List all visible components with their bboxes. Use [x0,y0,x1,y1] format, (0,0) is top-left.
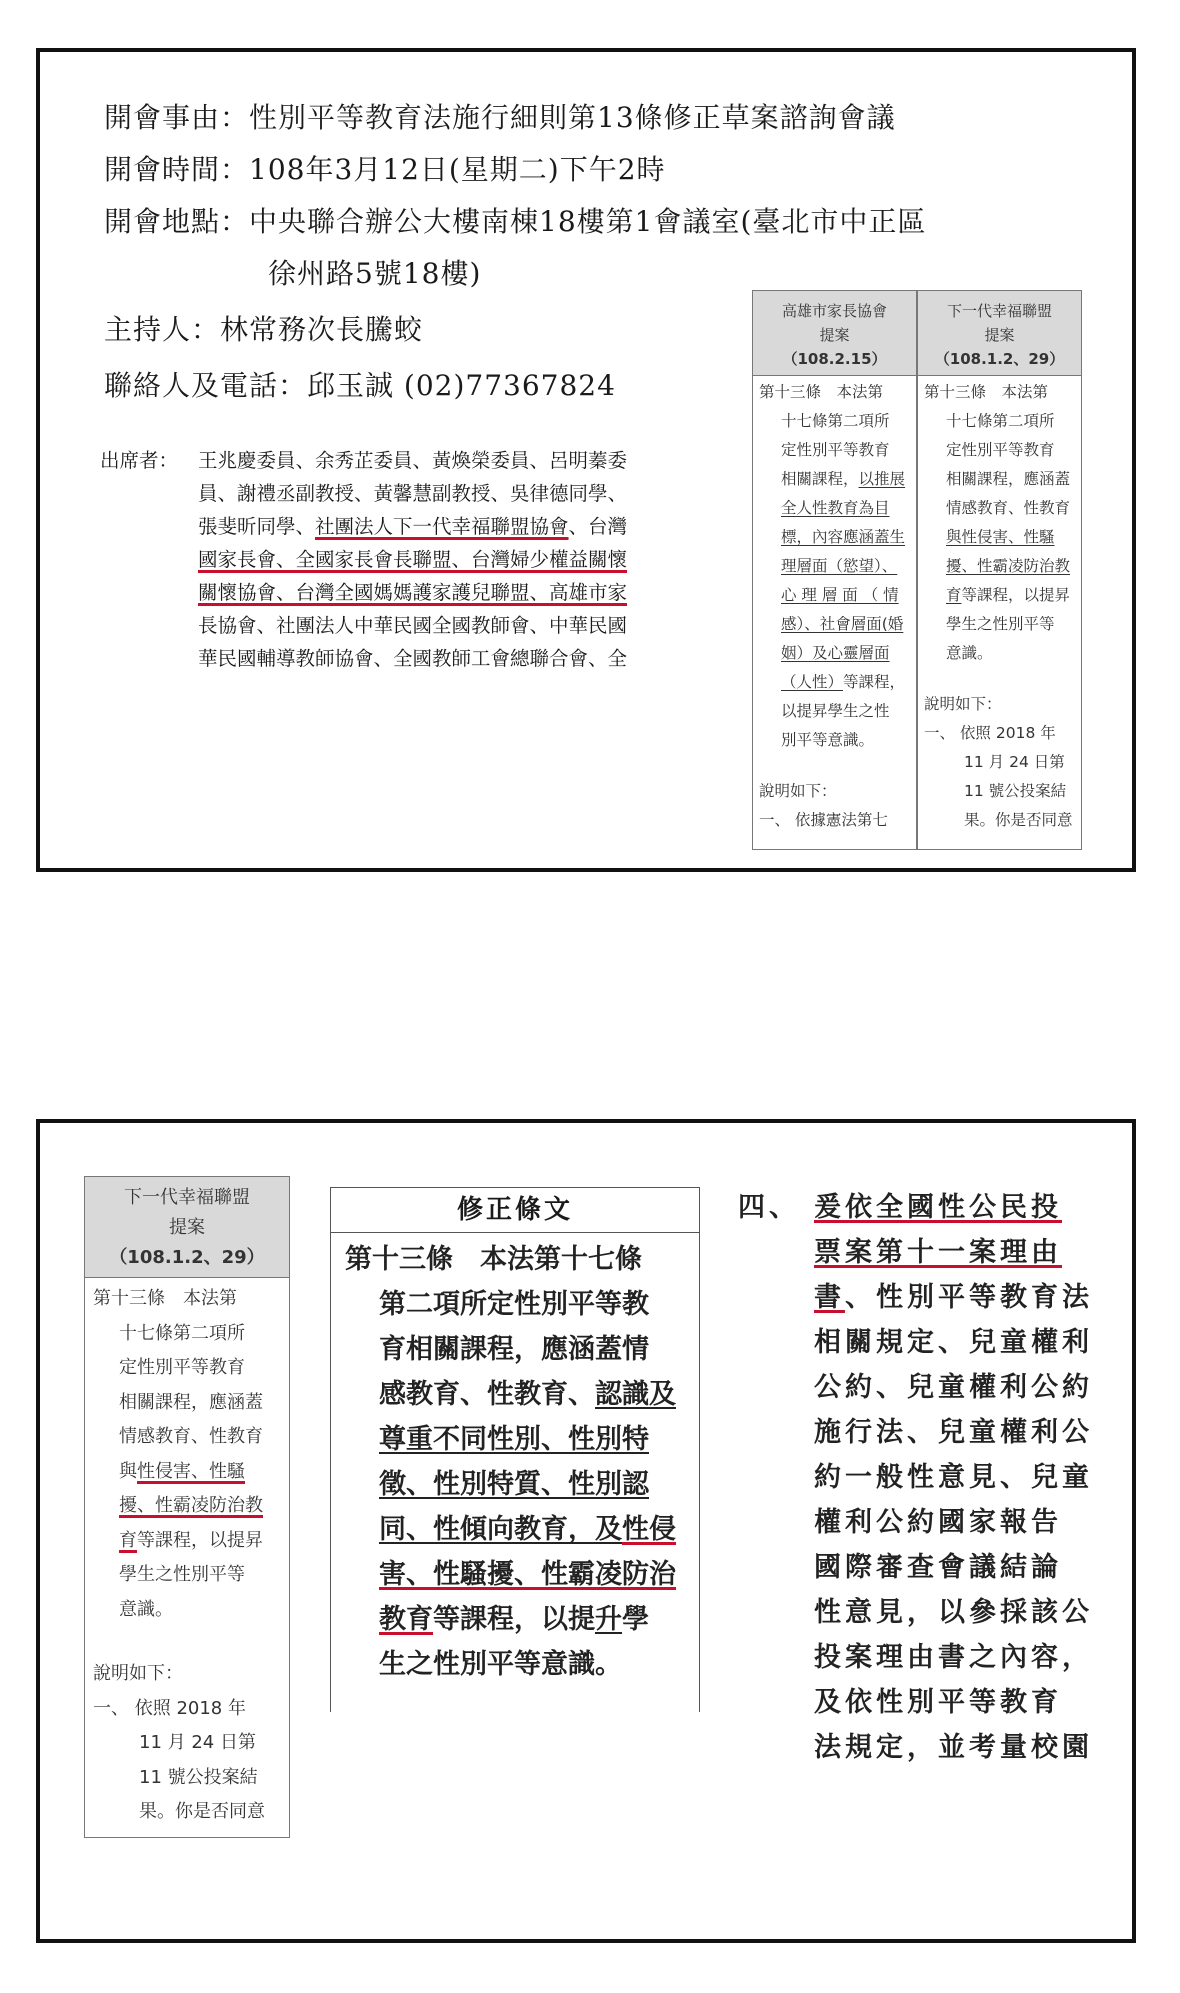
kaohsiung-proposal-subtitle: 提案 [819,326,850,344]
text-line [759,668,910,697]
underlined-text: 育 [946,586,962,604]
text-line: 相關規定、兒童權利 [814,1327,1093,1358]
red-underlined-text: 性侵害、性騷 [137,1460,245,1482]
text-line: 投案理由書之內容， [814,1642,1093,1673]
text-line [93,1455,281,1490]
explanation-line: 一、 依照 2018 年 [93,1697,246,1719]
underlined-text: 擾、性霸凌防治教 [946,557,1071,575]
text-line: 法規定，並考量校園 [814,1732,1093,1763]
text-line: 性意見，以參採該公 [814,1597,1093,1628]
underlined-text: 全人性教育為目 [781,499,890,517]
meeting-reason: 開會事由：性別平等教育法施行細則第13條修正草案諮詢會議 [104,101,896,134]
explanation-label: 說明如下： [924,695,1002,713]
text-part: 等課程， [843,673,906,691]
underlined-text: 認識及 [595,1379,676,1410]
text-line: 生之性別平等意識。 [379,1649,622,1680]
text-part: 感教育、性教育、 [379,1379,595,1410]
meeting-place-cont: 徐州路5號18樓) [268,257,482,290]
meeting-place: 開會地點：中央聯合辦公大樓南棟18樓第1會議室(臺北市中正區 [104,205,927,238]
attendees-line: 華民國輔導教師協會、全國教師工會總聯合會、全 [198,647,628,670]
amended-article-column [330,1187,700,1712]
nextgen-proposal-body [85,1278,289,1830]
text-line: 育相關課程，應涵蓋情 [379,1334,649,1365]
underlined-text: （人性） [781,673,844,691]
nextgen-proposal-column-bottom [84,1176,290,1838]
attendees-line: 王兆慶委員、余秀芷委員、黃煥榮委員、呂明蓁委 [198,449,628,472]
text-line: 公約、兒童權利公約 [814,1372,1093,1403]
explanation-line: 11 號公投案結 [964,782,1067,800]
text-line: 及依性別平等教育 [814,1687,1062,1718]
explanation-line: 11 月 24 日第 [964,753,1065,771]
text-part: 、性別平等教育法 [845,1282,1093,1313]
attendees-line: 員、謝禮丞副教授、黃馨慧副教授、吳律德同學、 [198,482,628,505]
text-line: 相關課程，應涵蓋 [119,1391,263,1413]
explanation-line: 果。你是否同意 [139,1801,265,1822]
text-line: 定性別平等教育 [781,441,890,459]
nextgen-proposal-date: （108.1.2、29） [934,350,1065,368]
kaohsiung-proposal-date: （108.2.15） [782,350,887,368]
kaohsiung-proposal-header [753,291,916,376]
underlined-text: 感）、社會層面(婚 [781,615,904,633]
nextgen-proposal-subtitle: 提案 [984,326,1015,344]
attendees-line [198,510,627,544]
text-line: 約一般性意見、兒童 [814,1462,1093,1493]
meeting-time: 開會時間：108年3月12日(星期二)下午2時 [104,153,666,186]
text-line [924,581,1075,610]
text-line: 第二項所定性別平等教 [379,1289,649,1320]
nextgen-proposal-header [918,291,1081,376]
red-underlined-text: 票案第十一案理由 [814,1237,1062,1268]
nextgen-proposal-date: （108.1.2、29） [109,1247,265,1268]
underlined-text: 理層面（慾望）、 [781,557,898,575]
underlined-text: 尊重不同性別、性別特 [379,1424,649,1455]
text-part: 等課程，以提 [433,1604,595,1635]
explanation-line: 果。你是否同意 [964,811,1073,829]
underlined-text: 心 理 層 面 （ 情 [781,586,899,604]
text-line: 意識。 [119,1598,173,1620]
underlined-text: 姻）及心靈層面 [781,644,890,662]
attendees-line-head: 張斐昕同學、 [198,515,316,538]
attendees-underlined-org: 社團法人下一代幸福聯盟協會 [315,515,569,538]
text-line: 第十三條 本法第十七條 [345,1244,642,1275]
explanation-line: 一、 依據憲法第七 [759,811,888,829]
explanation-line: 11 號公投案結 [139,1766,258,1788]
explanation-line: 11 月 24 日第 [139,1732,256,1753]
red-underlined-text: 書 [814,1282,845,1313]
text-line: 定性別平等教育 [119,1357,245,1378]
explanation-line: 一、 依照 2018 年 [924,724,1056,742]
contact: 聯絡人及電話：邱玉誠 (02)77367824 [104,369,616,402]
attendees-line: 關懷協會、台灣全國媽媽護家護兒聯盟、高雄市家 [198,581,628,604]
amended-article-title: 修正條文 [331,1188,699,1233]
attendees-line: 長協會、社團法人中華民國全國教師會、中華民國 [198,614,628,637]
attendees-line-tail: 、台灣 [568,515,628,538]
kaohsiung-proposal-column [752,290,917,850]
underlined-text: 徵、性別特質、性別認 [379,1469,649,1500]
nextgen-proposal-body [918,376,1081,835]
text-line: 學生之性別平等 [119,1564,245,1585]
text-part: 等課程，以提昇 [961,586,1071,604]
text-line [345,1507,689,1552]
red-underlined-text: 擾、性霸凌防治教 [119,1495,263,1516]
text-line: 國際審查會議結論 [814,1552,1062,1583]
text-line: 十七條第二項所 [781,412,890,430]
text-line [759,465,910,494]
attendees-label: 出席者： [100,449,179,472]
red-underlined-text: 害、性騷擾、性霸凌防治 [379,1559,676,1590]
nextgen-proposal-header [85,1177,289,1278]
text-line: 相關課程，應涵蓋 [946,470,1071,488]
text-line: 以提昇學生之性 [781,702,890,720]
text-line: 別平等意識。 [781,731,875,749]
text-line [814,1275,1134,1320]
underlined-text: 同、性傾向教育，及 [379,1514,622,1545]
text-part: 與 [119,1460,137,1482]
text-line: 第十三條 本法第 [93,1288,237,1309]
text-line: 權利公約國家報告 [814,1507,1062,1538]
chair: 主持人：林常務次長騰蛟 [104,313,424,346]
text-line [93,1524,281,1559]
text-line: 情感教育、性教育 [119,1426,263,1447]
text-line [345,1597,689,1642]
point-four-text [814,1185,1134,1770]
text-line: 意識。 [946,644,993,662]
text-line: 第十三條 本法第 [759,383,884,401]
text-line: 十七條第二項所 [946,412,1055,430]
amended-article-body [331,1233,699,1687]
text-line: 學生之性別平等 [946,615,1055,633]
text-line: 施行法、兒童權利公 [814,1417,1093,1448]
red-underlined-text: 爰依全國性公民投 [814,1192,1062,1223]
red-underlined-text: 育 [119,1529,137,1551]
red-underlined-text: 教育 [379,1604,433,1635]
nextgen-proposal-subtitle: 提案 [169,1217,205,1238]
explanation-label: 說明如下： [93,1663,183,1684]
text-line: 十七條第二項所 [119,1322,245,1344]
red-underlined-text: 性侵 [622,1514,676,1545]
kaohsiung-proposal-title: 高雄市家長協會 [781,302,887,320]
underlined-text: 升 [595,1604,622,1635]
text-line: 定性別平等教育 [946,441,1055,459]
nextgen-proposal-title: 下一代幸福聯盟 [946,302,1052,320]
explanation-label: 說明如下： [759,782,837,800]
attendees-line: 國家長會、全國家長會長聯盟、台灣婦少權益關懷 [198,548,628,571]
text-line [345,1372,689,1417]
text-line: 情感教育、性教育 [946,499,1071,517]
kaohsiung-proposal-body [753,376,916,835]
underlined-text: 標，內容應涵蓋生 [781,528,906,546]
point-number: 四、 [738,1192,800,1223]
text-part: 等課程，以提昇 [137,1529,263,1551]
nextgen-proposal-title: 下一代幸福聯盟 [124,1187,250,1208]
underlined-text: 以推展 [858,470,906,488]
text-part: 學 [622,1604,649,1635]
underlined-text: 與性侵害、性騷 [946,528,1055,546]
nextgen-proposal-column-top [917,290,1082,850]
attendees-block [100,444,765,734]
text-line: 第十三條 本法第 [924,383,1049,401]
text-part: 相關課程， [781,470,859,488]
